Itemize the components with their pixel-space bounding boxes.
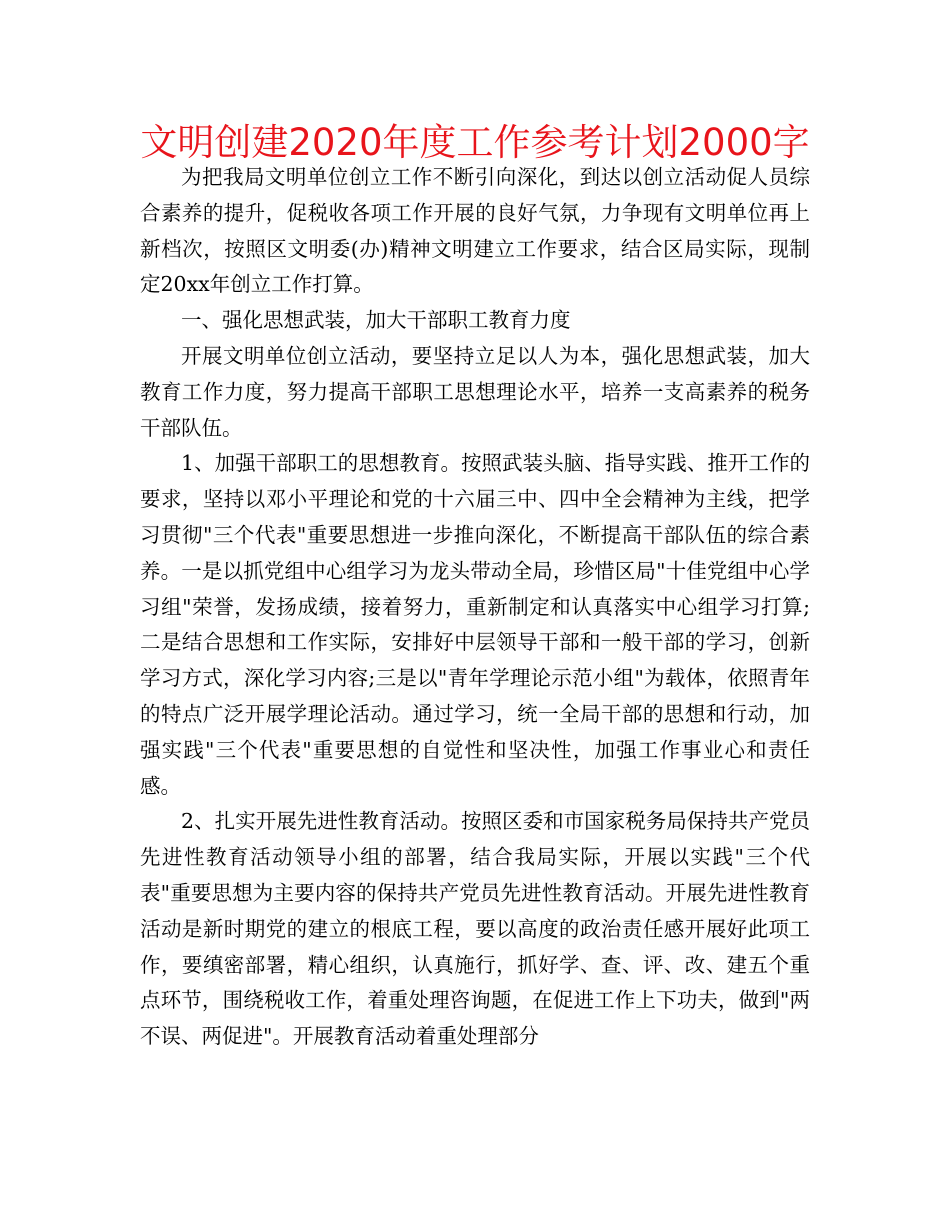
document-body [140,160,810,1055]
paragraph-item-1: 1、加强干部职工的思想教育。按照武装头脑、指导实践、推开工作的要求，坚持以邓小平理论和党的十六届三中、四中全会精神为主线，把学习贯彻"三个代表"重要思想进一步推向深化，不断提高干部队伍的综合素养。一是以抓党组中心组学习为龙头带动全局，珍惜区局"十佳党组中心学习组"荣誉，发扬成绩，接着努力，重新制定和认真落实中心组学习打算;二是结合思想和工作实际，安排好中层领导干部和一般干部的学习，创新学习方式，深化学习内容;三是以"青年学理论示范小组"为载体，依照青年的特点广泛开展学理论活动。通过学习，统一全局干部的思想和行动，加强实践"三个代表"重要思想的自觉性和坚决性，加强工作事业心和责任感。 [140,451,810,798]
paragraph-section-intro: 开展文明单位创立活动，要坚持立足以人为本，强化思想武装，加大教育工作力度，努力提高干部职工思想理论水平，培养一支高素养的税务干部队伍。 [140,343,810,440]
section-heading: 一、强化思想武装，加大干部职工教育力度 [181,308,571,333]
paragraph-intro: 为把我局文明单位创立工作不断引向深化，到达以创立活动促人员综合素养的提升，促税收各项工作开展的良好气氛，力争现有文明单位再上新档次，按照区文明委(办)精神文明建立工作要求，结合区局实际，现制定20xx年创立工作打算。 [140,165,810,297]
paragraph-item-2: 2、扎实开展先进性教育活动。按照区委和市国家税务局保持共产党员先进性教育活动领导小组的部署，结合我局实际，开展以实践"三个代表"重要思想为主要内容的保持共产党员先进性教育活动。开展先进性教育活动是新时期党的建立的根底工程，要以高度的政治责任感开展好此项工作，要缜密部署，精心组织，认真施行，抓好学、查、评、改、建五个重点环节，围绕税收工作，着重处理咨询题，在促进工作上下功夫，做到"两不误、两促进"。开展教育活动着重处理部分 [140,809,810,1049]
document-title: 文明创建2020年度工作参考计划2000字 [140,121,810,164]
